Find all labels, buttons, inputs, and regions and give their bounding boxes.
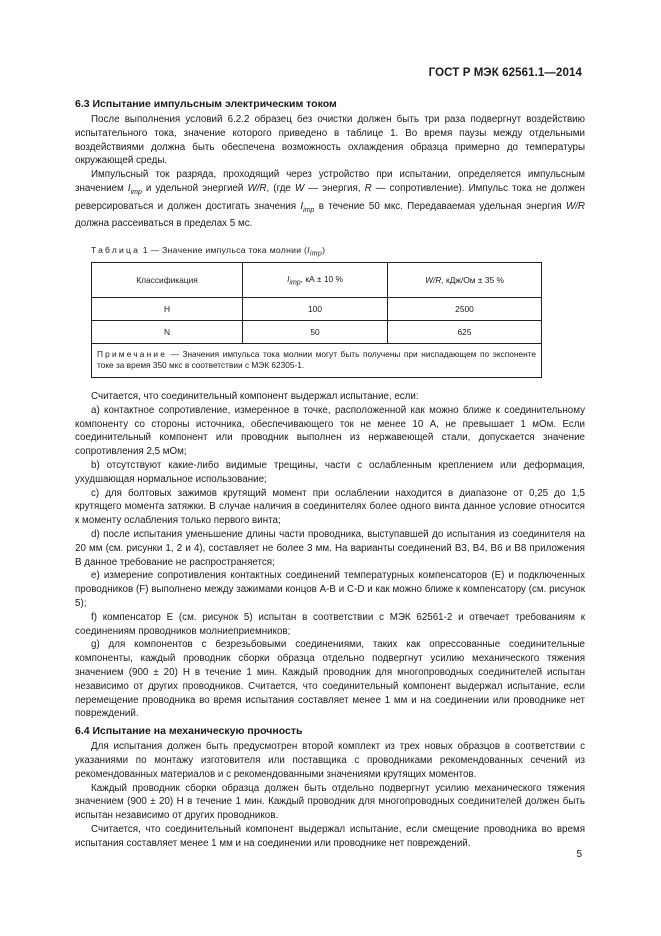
page-content [75,97,585,851]
table-row: H 100 2500 [92,298,542,321]
criterion-a: а) контактное сопротивление, измеренное в точке, расположенной как можно ближе к соединительному компоненту со стороны источника, обеспечивающего ток не менее 10 А, не превышает 1 мОм. Если соединительный компонент или проводник выполнен из нержавеющей стали, допускается значение сопротивления 2,5 мОм; [75,404,585,458]
criterion-b: b) отсутствуют какие-либо видимые трещины, части с ослабленным креплением или деформация, ухудшающая нормальное использование; [75,459,585,485]
table-note-row [92,344,542,378]
section-6-3-paragraph-2: Импульсный ток разряда, проходящий через устройство при испытании, определяется импульсным значением $I_{imp}$ и удельной энергией W/R, (где W — энергия, R — сопротивление). Импульс тока не должен реверсироваться и должен достигать значения $I_{imp}$ в течение 50 мкс. Передаваемая удельная энергия W/R должна рассеиваться в пределах 5 мс. [75,169,585,230]
header-i-imp: $I_{imp}$, кА ± 10 % [243,263,388,298]
document-code: ГОСТ Р МЭК 62561.1—2014 [428,67,582,79]
criterion-e: е) измерение сопротивления контактных соединений температурных компенсаторов (Е) и подключенных проводников (F) выполнено между зажимами концов А-В и С-D и как можно ближе к компенсатору (см. рисунок 5); [75,570,585,609]
header-classification: Классификация [92,263,243,298]
table-row: N 50 625 [92,321,542,344]
criterion-d: d) после испытания уменьшение длины части проводника, выступавшей до испытания из соединителя на 20 мм (см. рисунки 1, 2 и 4), составляет не более 3 мм. На варианты соединений B3, B4, B6 и B8 приложения В данное требование не распространяется; [75,528,585,568]
table-note: Примечание — Значения импульса тока молнии могут быть получены при ниспадающем по экспоненте токе за время 350 мкс в соответствии с МЭК 62305-1. [92,344,542,378]
section-6-4-paragraph-1: Для испытания должен быть предусмотрен второй комплект из трех новых образцов в соответствии с указаниями по монтажу изготовителя или поставщика с проводниками рекомендованных сечений из рекомендованных материалов и с рекомендованными значениями крутящих моментов. [75,741,585,780]
section-6-4-paragraph-3: Считается, что соединительный компонент выдержал испытание, если смещение проводника во время испытания составляет менее 1 мм и на соединении или проводнике нет повреждений. [75,823,585,849]
criterion-g: g) для компонентов с безрезьбовыми соединениями, таких как опрессованные соединительные компоненты, каждый проводник сборки образца отдельно подвергнут усилию механического тяжения значением (900 ± 20) Н в течение 1 мин. Каждый проводник для многопроводных соединителей испытан независимо от других проводников. Считается, что соединительный компонент выдержал испытание, если перемещение проводника во время испытания составляет менее 1 мм и на соединении или проводнике нет повреждений. [75,639,585,720]
table-1 [91,262,542,378]
symbol-w-r: W/R [247,182,267,194]
section-6-4-paragraph-2: Каждый проводник сборки образца должен быть отдельно подвергнут усилию механического тяжения значением (900 ± 20) Н в течение 1 мин. Каждый проводник для многопроводных соединителей должен быть испытан независимо от других проводников. [75,782,585,822]
criterion-f: f) компенсатор Е (см. рисунок 5) испытан в соответствии с МЭК 62561-2 и отвечает требованиям к соединениям проводников молниеприемников; [75,611,585,637]
header-w-r: W/R, кДж/Ом ± 35 % [388,263,542,298]
criterion-c: с) для болтовых зажимов крутящий момент при ослаблении находится в диапазоне от 0,25 до 1,5 крутящего момента затяжки. В случае наличия в соединителях более одного винта данное условие относится к моменту ослабления только первого винта; [75,487,585,527]
criteria-intro: Считается, что соединительный компонент выдержал испытание, если: [91,391,419,402]
page-number: 5 [576,849,582,860]
table-1-caption: Таблица 1 — Значение импульса тока молнии $(I_{imp})$ [91,245,326,258]
symbol-i-imp: $I_{imp}$ [127,182,142,196]
table-header-row [92,263,542,298]
section-6-3-title: 6.3 Испытание импульсным электрическим током [75,98,337,110]
section-6-4-title: 6.4 Испытание на механическую прочность [75,725,303,738]
section-6-3-paragraph-1: После выполнения условий 6.2.2 образец без очистки должен быть три раза подвергнут воздействию испытательного тока, значение которого приведено в таблице 1. Во время паузы между отдельными воздействиями должна быть обеспечена возможность охлаждения образца примерно до температуры окружающей среды. [75,114,585,167]
